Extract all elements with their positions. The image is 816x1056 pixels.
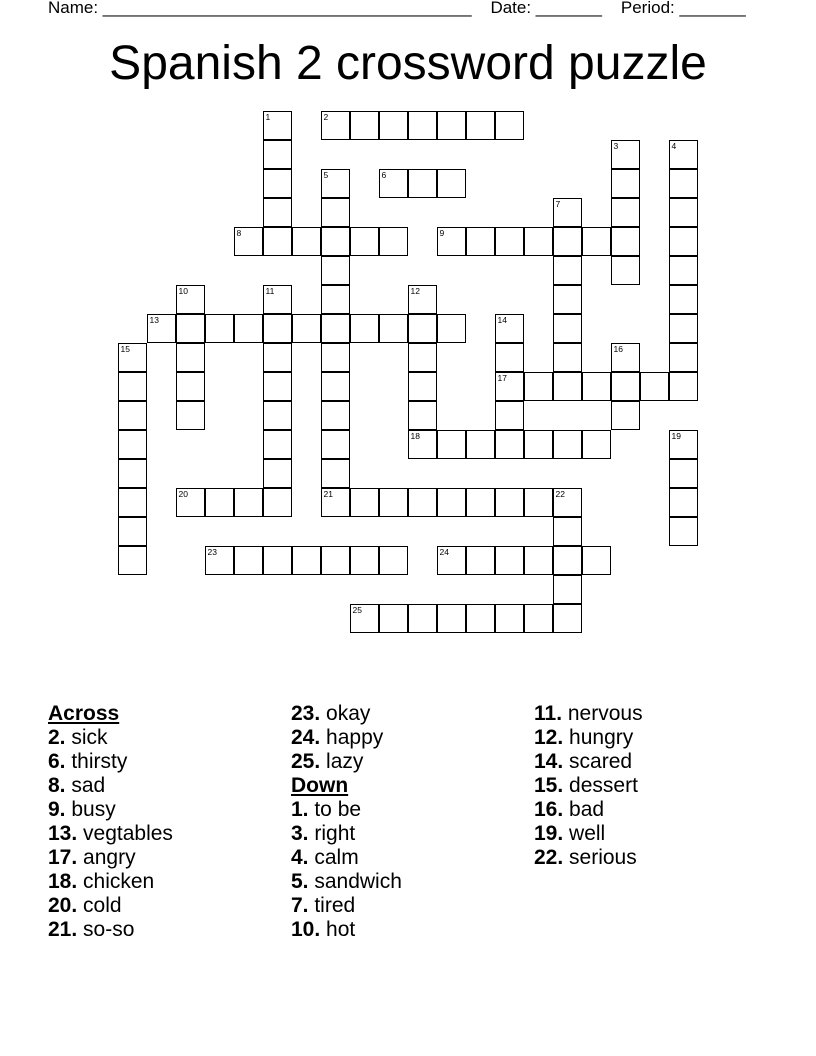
clue-number-label: 7.	[291, 894, 309, 917]
grid-cell[interactable]	[524, 430, 553, 459]
clue-number-label: 2.	[48, 726, 66, 749]
clue-text: nervous	[562, 702, 643, 725]
clue-number-label: 24.	[291, 726, 321, 749]
grid-cell[interactable]	[234, 314, 263, 343]
grid-cell[interactable]	[669, 343, 698, 372]
grid-cell[interactable]	[466, 546, 495, 575]
clue-text: happy	[320, 726, 384, 749]
clue-number: 5	[323, 169, 329, 180]
grid-cell[interactable]	[466, 488, 495, 517]
clue-text: sandwich	[308, 870, 402, 893]
clue-item	[48, 822, 173, 846]
clue-number: 3	[613, 140, 619, 151]
grid-cell[interactable]	[321, 343, 350, 372]
grid-cell[interactable]	[234, 488, 263, 517]
grid-cell[interactable]	[263, 546, 292, 575]
clue-number: 13	[149, 314, 159, 325]
grid-cell[interactable]	[321, 459, 350, 488]
grid-cell[interactable]	[321, 111, 350, 140]
grid-cell[interactable]	[292, 314, 321, 343]
grid-cell[interactable]	[524, 604, 553, 633]
grid-cell[interactable]	[495, 546, 524, 575]
grid-cell[interactable]	[669, 256, 698, 285]
grid-cell[interactable]	[495, 227, 524, 256]
clue-number: 15	[120, 343, 130, 354]
period-label: Period:	[620, 0, 680, 17]
clue-text: serious	[563, 846, 637, 869]
grid-cell[interactable]	[495, 401, 524, 430]
grid-cell[interactable]	[553, 517, 582, 546]
clue-number-label: 23.	[291, 702, 321, 725]
clue-text: sick	[65, 726, 108, 749]
grid-cell[interactable]	[176, 343, 205, 372]
clue-text: hot	[320, 918, 356, 941]
clue-number-label: 5.	[291, 870, 309, 893]
grid-cell[interactable]	[524, 372, 553, 401]
grid-cell[interactable]	[611, 169, 640, 198]
date-blank[interactable]: _______	[535, 0, 602, 17]
clue-item	[48, 918, 173, 942]
clue-item	[48, 870, 173, 894]
grid-cell[interactable]	[118, 401, 147, 430]
grid-cell[interactable]	[611, 401, 640, 430]
grid-cell[interactable]	[669, 459, 698, 488]
section-heading: Across	[48, 702, 120, 725]
grid-cell[interactable]	[263, 285, 292, 314]
grid-cell[interactable]	[379, 314, 408, 343]
clue-text: to be	[308, 798, 362, 821]
clue-number: 6	[381, 169, 387, 180]
clue-number-label: 21.	[48, 918, 78, 941]
grid-cell[interactable]	[263, 111, 292, 140]
grid-cell[interactable]	[379, 111, 408, 140]
grid-cell[interactable]	[524, 488, 553, 517]
clue-number: 10	[178, 285, 188, 296]
clue-number: 8	[236, 227, 242, 238]
grid-cell[interactable]	[553, 314, 582, 343]
grid-cell[interactable]	[437, 488, 466, 517]
grid-cell[interactable]	[263, 343, 292, 372]
grid-cell[interactable]	[437, 227, 466, 256]
clue-number-label: 1.	[291, 798, 309, 821]
grid-cell[interactable]	[350, 546, 379, 575]
grid-cell[interactable]	[176, 285, 205, 314]
grid-cell[interactable]	[408, 401, 437, 430]
grid-cell[interactable]	[350, 314, 379, 343]
clue-number-label: 4.	[291, 846, 309, 869]
clue-text: calm	[308, 846, 359, 869]
clue-number: 1	[265, 111, 271, 122]
clue-item	[48, 750, 173, 774]
grid-cell[interactable]	[437, 169, 466, 198]
grid-cell[interactable]	[118, 372, 147, 401]
clue-text: cold	[77, 894, 122, 917]
clue-number: 9	[439, 227, 445, 238]
clue-number: 4	[671, 140, 677, 151]
grid-cell[interactable]	[176, 372, 205, 401]
grid-cell[interactable]	[582, 546, 611, 575]
clue-item	[534, 702, 643, 726]
grid-cell[interactable]	[263, 488, 292, 517]
clue-text: right	[308, 822, 356, 845]
grid-cell[interactable]	[495, 604, 524, 633]
grid-cell[interactable]	[582, 430, 611, 459]
grid-cell[interactable]	[408, 314, 437, 343]
grid-cell[interactable]	[321, 256, 350, 285]
name-label: Name:	[48, 0, 103, 17]
grid-cell[interactable]	[408, 604, 437, 633]
clue-text: scared	[563, 750, 633, 773]
grid-cell[interactable]	[611, 372, 640, 401]
grid-cell[interactable]	[379, 604, 408, 633]
grid-cell[interactable]	[495, 372, 524, 401]
clue-text: sad	[65, 774, 106, 797]
clue-number-label: 10.	[291, 918, 321, 941]
clue-number-label: 18.	[48, 870, 78, 893]
clue-text: thirsty	[65, 750, 128, 773]
grid-cell[interactable]	[553, 227, 582, 256]
clue-number: 21	[323, 488, 333, 499]
grid-cell[interactable]	[263, 140, 292, 169]
grid-cell[interactable]	[321, 227, 350, 256]
grid-cell[interactable]	[263, 372, 292, 401]
clue-item	[534, 822, 643, 846]
clue-text: tired	[308, 894, 356, 917]
grid-cell[interactable]	[234, 227, 263, 256]
grid-cell[interactable]	[321, 546, 350, 575]
grid-cell[interactable]	[176, 488, 205, 517]
clue-number-label: 11.	[534, 702, 563, 725]
grid-cell[interactable]	[350, 111, 379, 140]
grid-cell[interactable]	[582, 372, 611, 401]
grid-cell[interactable]	[611, 140, 640, 169]
clue-item	[48, 846, 173, 870]
grid-cell[interactable]	[321, 169, 350, 198]
clue-item	[48, 774, 173, 798]
clue-number-label: 20.	[48, 894, 78, 917]
grid-cell[interactable]	[408, 169, 437, 198]
grid-cell[interactable]	[379, 169, 408, 198]
grid-cell[interactable]	[524, 546, 553, 575]
grid-cell[interactable]	[495, 430, 524, 459]
grid-cell[interactable]	[408, 430, 437, 459]
page-title: Spanish 2 crossword puzzle	[109, 37, 707, 90]
grid-cell[interactable]	[669, 140, 698, 169]
grid-cell[interactable]	[466, 227, 495, 256]
clue-column-1	[48, 702, 173, 942]
grid-cell[interactable]	[118, 517, 147, 546]
grid-cell[interactable]	[263, 401, 292, 430]
clue-item	[291, 894, 402, 918]
clue-number-label: 16.	[534, 798, 564, 821]
grid-cell[interactable]	[379, 227, 408, 256]
clue-number-label: 17.	[48, 846, 78, 869]
grid-cell[interactable]	[553, 343, 582, 372]
date-label: Date:	[490, 0, 536, 17]
clue-number-label: 9.	[48, 798, 66, 821]
grid-cell[interactable]	[669, 285, 698, 314]
grid-cell[interactable]	[437, 546, 466, 575]
grid-cell[interactable]	[553, 604, 582, 633]
clue-number-label: 25.	[291, 750, 321, 773]
clue-item	[291, 726, 402, 750]
clue-number: 18	[410, 430, 420, 441]
grid-cell[interactable]	[321, 401, 350, 430]
grid-cell[interactable]	[669, 314, 698, 343]
grid-cell[interactable]	[553, 285, 582, 314]
grid-cell[interactable]	[176, 401, 205, 430]
clue-item	[291, 702, 402, 726]
clue-number: 22	[555, 488, 565, 499]
grid-cell[interactable]	[118, 488, 147, 517]
grid-cell[interactable]	[669, 517, 698, 546]
clue-number-label: 15.	[534, 774, 564, 797]
grid-cell[interactable]	[611, 198, 640, 227]
grid-cell[interactable]	[553, 575, 582, 604]
clue-number: 2	[323, 111, 329, 122]
grid-cell[interactable]	[669, 169, 698, 198]
grid-cell[interactable]	[176, 314, 205, 343]
clue-number: 14	[497, 314, 507, 325]
clue-item	[291, 822, 402, 846]
clue-item	[291, 798, 402, 822]
grid-cell[interactable]	[553, 546, 582, 575]
grid-cell[interactable]	[408, 343, 437, 372]
grid-cell[interactable]	[321, 285, 350, 314]
clue-text: vegtables	[77, 822, 173, 845]
clue-text: okay	[320, 702, 371, 725]
grid-cell[interactable]	[205, 314, 234, 343]
grid-cell[interactable]	[553, 256, 582, 285]
grid-cell[interactable]	[263, 430, 292, 459]
grid-cell[interactable]	[350, 227, 379, 256]
grid-cell[interactable]	[147, 314, 176, 343]
grid-cell[interactable]	[263, 169, 292, 198]
clue-item	[534, 750, 643, 774]
clue-item	[534, 774, 643, 798]
grid-cell[interactable]	[437, 314, 466, 343]
grid-cell[interactable]	[582, 227, 611, 256]
grid-cell[interactable]	[437, 604, 466, 633]
grid-cell[interactable]	[321, 488, 350, 517]
clue-number: 24	[439, 546, 449, 557]
clue-number: 25	[352, 604, 362, 615]
grid-cell[interactable]	[379, 546, 408, 575]
clue-text: angry	[77, 846, 136, 869]
grid-cell[interactable]	[321, 430, 350, 459]
grid-cell[interactable]	[495, 488, 524, 517]
grid-cell[interactable]	[466, 111, 495, 140]
clue-number: 17	[497, 372, 507, 383]
grid-cell[interactable]	[292, 227, 321, 256]
grid-cell[interactable]	[118, 546, 147, 575]
grid-cell[interactable]	[408, 372, 437, 401]
grid-cell[interactable]	[640, 372, 669, 401]
grid-cell[interactable]	[553, 430, 582, 459]
clue-number-label: 3.	[291, 822, 309, 845]
clue-text: lazy	[320, 750, 364, 773]
grid-cell[interactable]	[611, 256, 640, 285]
grid-cell[interactable]	[321, 314, 350, 343]
grid-cell[interactable]	[553, 372, 582, 401]
grid-cell[interactable]	[553, 198, 582, 227]
grid-cell[interactable]	[437, 111, 466, 140]
clue-item	[48, 726, 173, 750]
grid-cell[interactable]	[408, 285, 437, 314]
grid-cell[interactable]	[350, 604, 379, 633]
grid-cell[interactable]	[118, 459, 147, 488]
grid-cell[interactable]	[321, 198, 350, 227]
name-blank[interactable]: _______________________________________	[102, 0, 472, 17]
grid-cell[interactable]	[524, 227, 553, 256]
grid-cell[interactable]	[408, 488, 437, 517]
grid-cell[interactable]	[611, 343, 640, 372]
grid-cell[interactable]	[234, 546, 263, 575]
grid-cell[interactable]	[205, 488, 234, 517]
clue-number-label: 14.	[534, 750, 564, 773]
clue-number-label: 22.	[534, 846, 564, 869]
clue-number: 19	[671, 430, 681, 441]
clue-text: busy	[65, 798, 116, 821]
clue-item	[48, 798, 173, 822]
grid-cell[interactable]	[408, 111, 437, 140]
grid-cell[interactable]	[379, 488, 408, 517]
clue-text: hungry	[563, 726, 634, 749]
grid-cell[interactable]	[495, 343, 524, 372]
grid-cell[interactable]	[495, 314, 524, 343]
clue-number-label: 6.	[48, 750, 66, 773]
clue-item	[291, 918, 402, 942]
clue-item	[291, 870, 402, 894]
clue-number: 11	[265, 285, 275, 296]
clue-text: dessert	[563, 774, 638, 797]
clue-number: 23	[207, 546, 217, 557]
clue-column-2	[291, 702, 402, 942]
period-blank[interactable]: _______	[679, 0, 746, 17]
grid-cell[interactable]	[669, 372, 698, 401]
grid-cell[interactable]	[118, 430, 147, 459]
grid-cell[interactable]	[669, 227, 698, 256]
grid-cell[interactable]	[118, 343, 147, 372]
clue-item	[534, 798, 643, 822]
grid-cell[interactable]	[611, 227, 640, 256]
clue-column-3	[534, 702, 643, 870]
clue-number-label: 19.	[534, 822, 564, 845]
clue-number: 20	[178, 488, 188, 499]
clue-text: bad	[563, 798, 605, 821]
grid-cell[interactable]	[669, 198, 698, 227]
grid-cell[interactable]	[553, 488, 582, 517]
clue-item	[534, 846, 643, 870]
grid-cell[interactable]	[437, 430, 466, 459]
grid-cell[interactable]	[263, 314, 292, 343]
grid-cell[interactable]	[263, 459, 292, 488]
clue-item	[48, 894, 173, 918]
clue-text: chicken	[77, 870, 155, 893]
grid-cell[interactable]	[205, 546, 234, 575]
grid-cell[interactable]	[292, 546, 321, 575]
clue-number-label: 13.	[48, 822, 78, 845]
grid-cell[interactable]	[263, 198, 292, 227]
grid-cell[interactable]	[495, 111, 524, 140]
section-heading: Down	[291, 774, 349, 797]
clue-number: 12	[410, 285, 420, 296]
grid-cell[interactable]	[669, 430, 698, 459]
clue-number: 7	[555, 198, 561, 209]
clue-item	[534, 726, 643, 750]
clue-text: so-so	[77, 918, 135, 941]
clue-number: 16	[613, 343, 623, 354]
grid-cell[interactable]	[321, 372, 350, 401]
grid-cell[interactable]	[466, 604, 495, 633]
grid-cell[interactable]	[669, 488, 698, 517]
grid-cell[interactable]	[466, 430, 495, 459]
grid-cell[interactable]	[263, 227, 292, 256]
clue-item	[291, 846, 402, 870]
grid-cell[interactable]	[350, 488, 379, 517]
clue-number-label: 12.	[534, 726, 564, 749]
clue-text: well	[563, 822, 606, 845]
clue-number-label: 8.	[48, 774, 66, 797]
clue-item	[291, 750, 402, 774]
